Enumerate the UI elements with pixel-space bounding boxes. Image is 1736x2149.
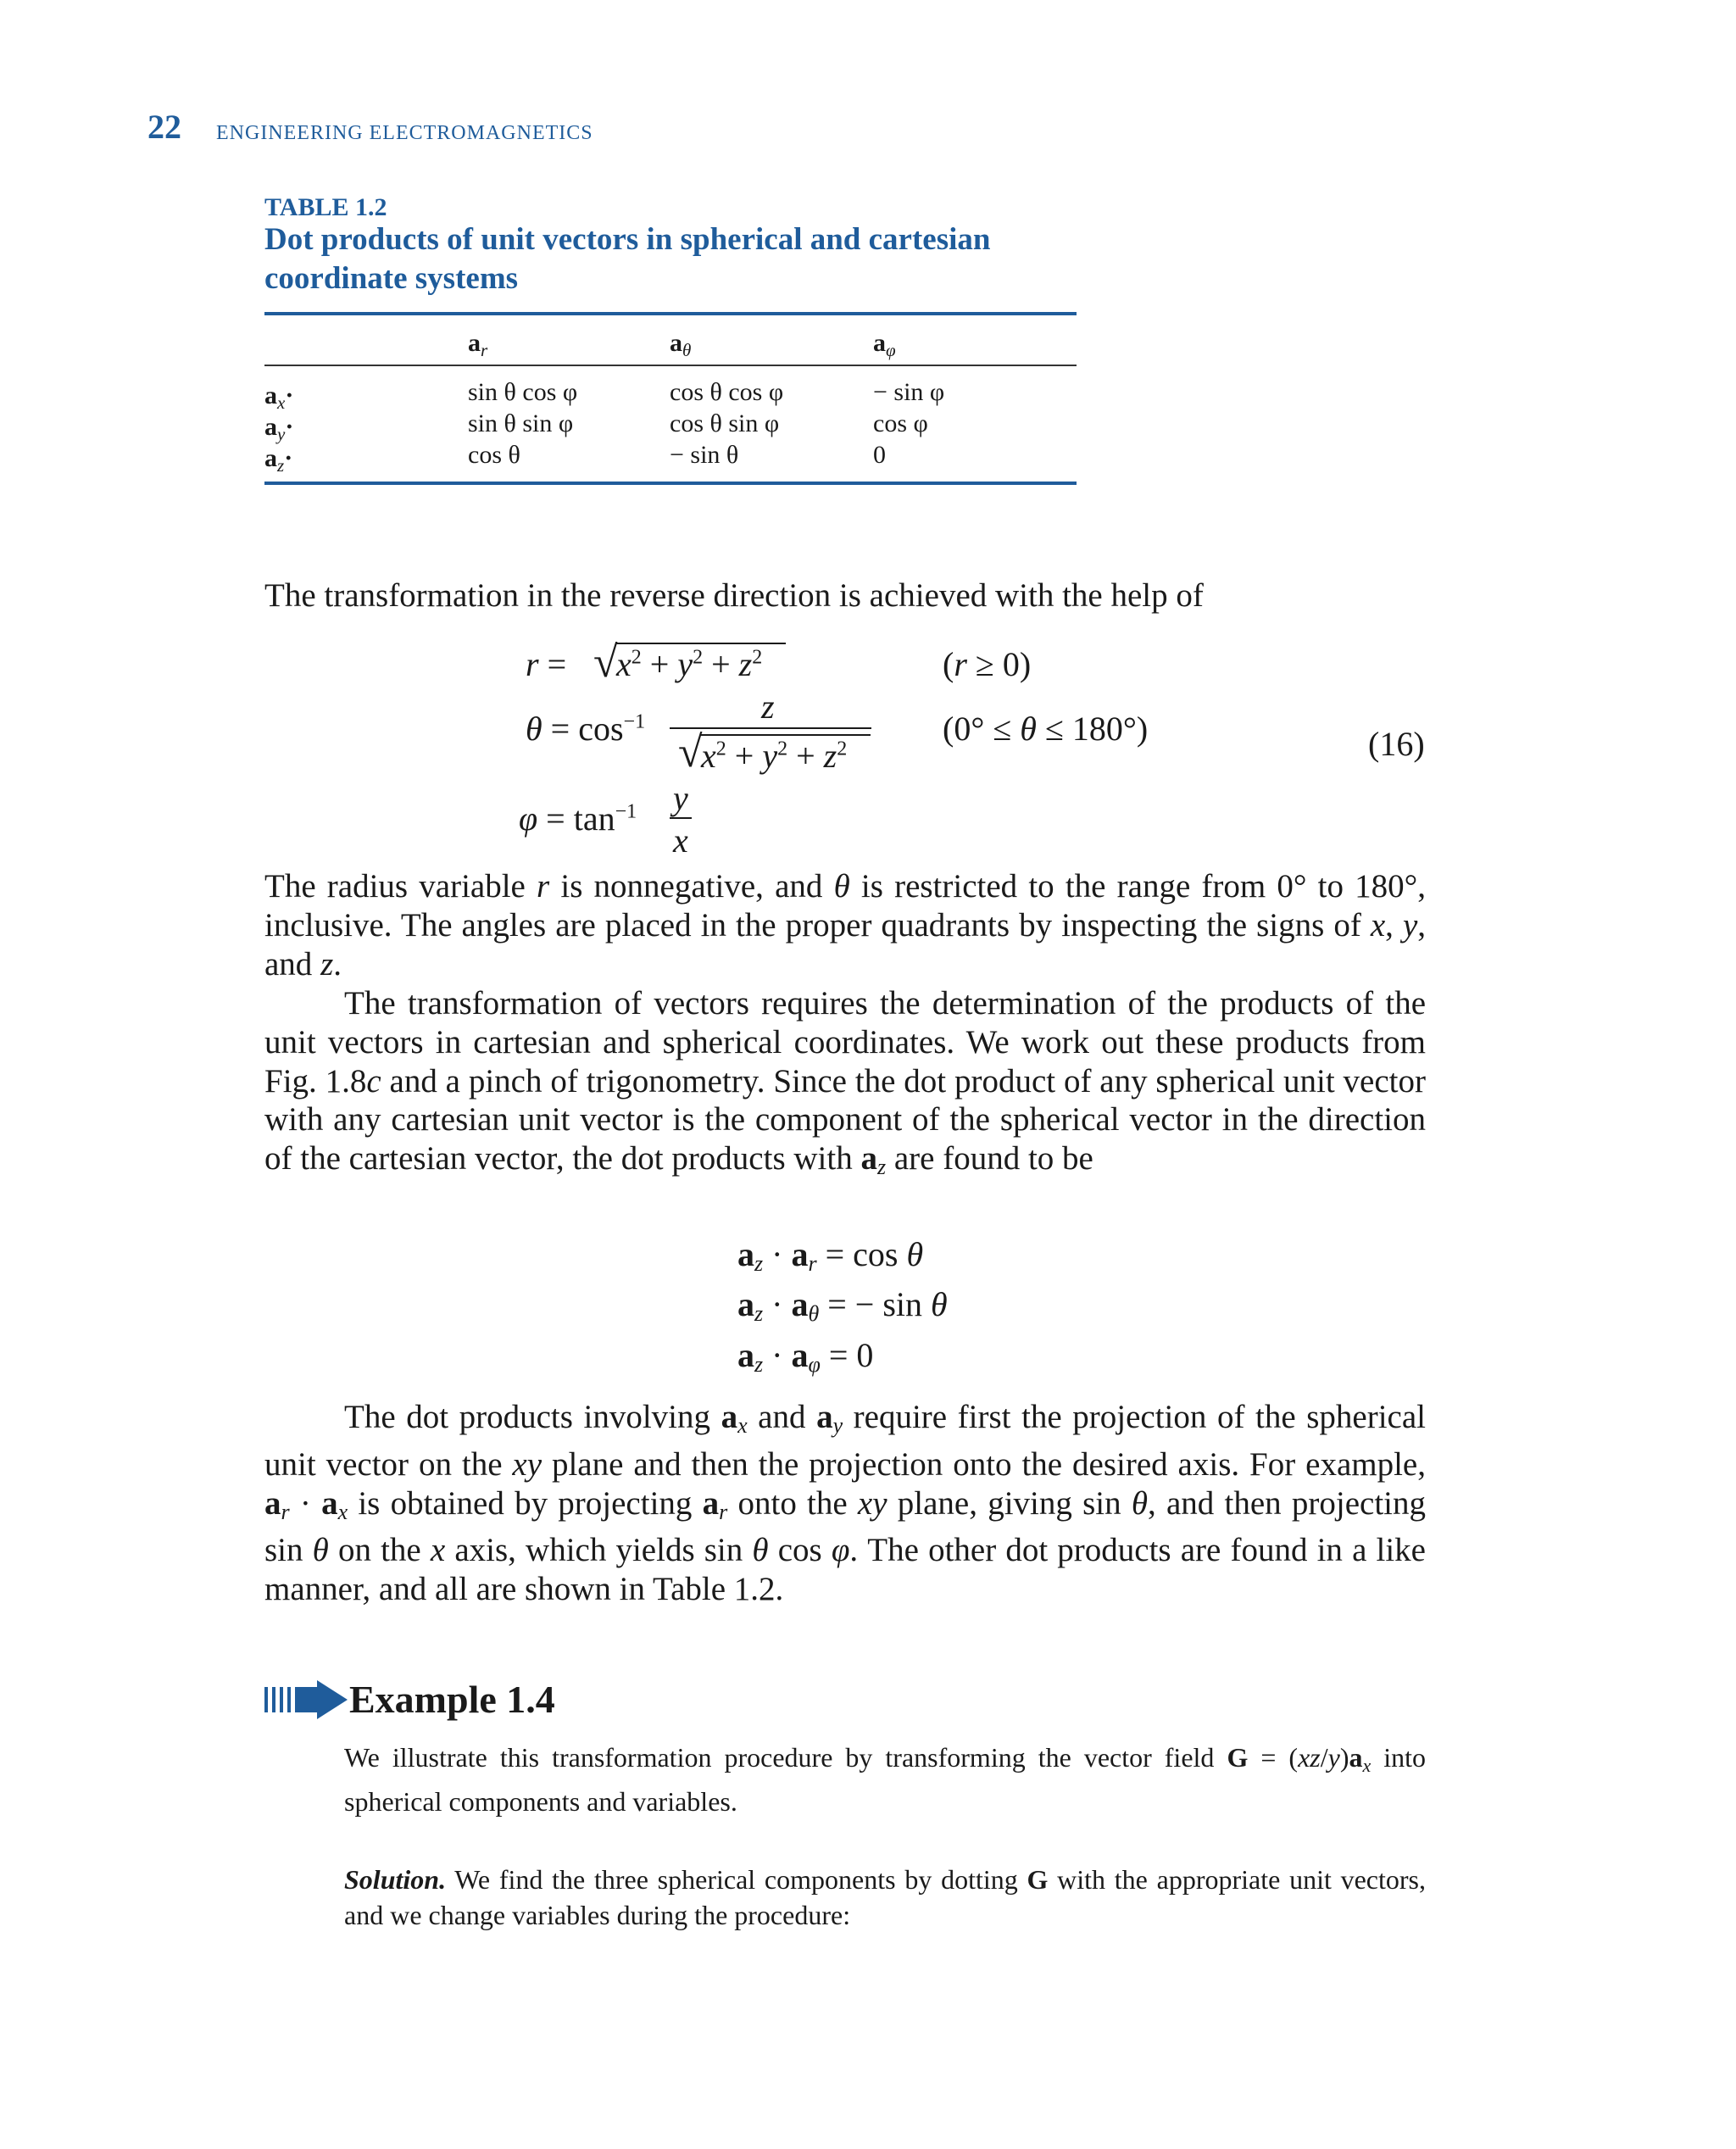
equation-number: (16) — [1368, 725, 1425, 763]
intro-text: The transformation in the reverse direction is achieved with the help of — [264, 577, 1204, 614]
solution-paragraph: Solution. We find the three spherical components by dotting G with the appropriate unit vectors, and we change variables during the procedure: — [344, 1864, 1426, 1930]
table-cell: cos θ cos φ — [670, 378, 784, 406]
dot-equation: $a_z \cdot a_\varphi = 0$ — [737, 1336, 874, 1377]
row-label-ay: $a_y\cdot$ — [264, 413, 294, 444]
row-label-az: $a_z\cdot$ — [264, 444, 293, 476]
table-cell: − sin θ — [670, 441, 739, 469]
running-head: ENGINEERING ELECTROMAGNETICS — [216, 122, 593, 144]
table-cell: − sin φ — [873, 378, 945, 406]
row-label-ax: $a_x\cdot$ — [264, 381, 294, 413]
eq-r-condition: (r ≥ 0) — [943, 645, 1032, 683]
table-cell: cos θ — [468, 441, 520, 469]
paragraph-1: The radius variable r is nonnegative, and θ is restricted to the range from 0° to 180°, inclusive. The angles are placed in the proper quadrants by inspecting the signs of x, y, and z. — [264, 868, 1427, 983]
eq-theta-lhs: $\theta = \cos^{-1}$ — [526, 710, 646, 748]
page-number: 22 — [147, 108, 181, 146]
col-header-ar: $a_r$ — [468, 329, 488, 360]
table-cell: 0 — [873, 441, 886, 469]
table-cell: cos φ — [873, 409, 928, 437]
table-top-rule — [264, 312, 1077, 315]
table-header-rule — [264, 365, 1077, 366]
sqrt-sign: √ — [593, 638, 618, 687]
table-bottom-rule — [264, 482, 1077, 485]
eq-phi-fraction-bar — [670, 817, 692, 819]
paragraph-2: The transformation of vectors requires the determination of the products of the unit vectors in cartesian and spherical coordinates. We work out these products from Fig. 1.8c and a pinch of trigonometry. Since the dot product of any spherical unit vector with any cartesian unit vector is the component of the spherical vector in the direction of the cartesian vector, the dot products with $a_z$ are found to be — [264, 985, 1426, 1180]
paragraph-3: The dot products involving $a_x$ and $a_y$ require first the projection of the spherical unit vector on the xy plane and then the projection onto the desired axis. For example, $a_r \cdot a_x$ is obtained by projecting $a_r$ onto the xy plane, giving sin θ, and then projecting sin θ on the x axis, which yields sin θ cos φ. The other dot products are found in a like manner, and all are shown in Table 1.2. — [264, 1399, 1426, 1608]
eq-theta-denominator: $x^2 + y^2 + z^2$ — [701, 734, 871, 776]
table-cell: sin θ cos φ — [468, 378, 578, 406]
col-header-aphi: $a_\varphi$ — [873, 329, 896, 360]
eq-phi-numerator: y — [673, 779, 688, 817]
table-cell: cos θ sin φ — [670, 409, 780, 437]
sqrt-sign: √ — [678, 728, 703, 777]
eq-theta-numerator: z — [761, 688, 775, 726]
example-title: Example 1.4 — [349, 1678, 555, 1721]
table-label: TABLE 1.2 — [264, 193, 387, 221]
table-title: Dot products of unit vectors in spherical and cartesian coordinate systems — [264, 222, 991, 296]
table-cell: sin θ sin φ — [468, 409, 574, 437]
eq-theta-condition: (0° ≤ θ ≤ 180°) — [943, 710, 1149, 748]
dot-equation: $a_z \cdot a_\theta$ = − sin θ — [737, 1285, 948, 1326]
dot-equation: $a_z \cdot a_r = \cos \theta$ — [737, 1235, 924, 1276]
example-body: We illustrate this transformation procedure by transforming the vector field $G = (xz/y)a_x$ into spherical components and variables. — [344, 1742, 1427, 1817]
solution-label: Solution. — [344, 1864, 447, 1895]
eq-phi-lhs: $\varphi = \tan^{-1}$ — [519, 799, 637, 838]
eq-r-lhs: r = — [526, 645, 567, 683]
eq-phi-denominator: x — [673, 821, 688, 860]
eq-r-radicand: $x^2 + y^2 + z^2$ — [616, 643, 786, 684]
col-header-atheta: $a_\theta$ — [670, 329, 692, 360]
example-arrow-icon — [264, 1680, 349, 1719]
